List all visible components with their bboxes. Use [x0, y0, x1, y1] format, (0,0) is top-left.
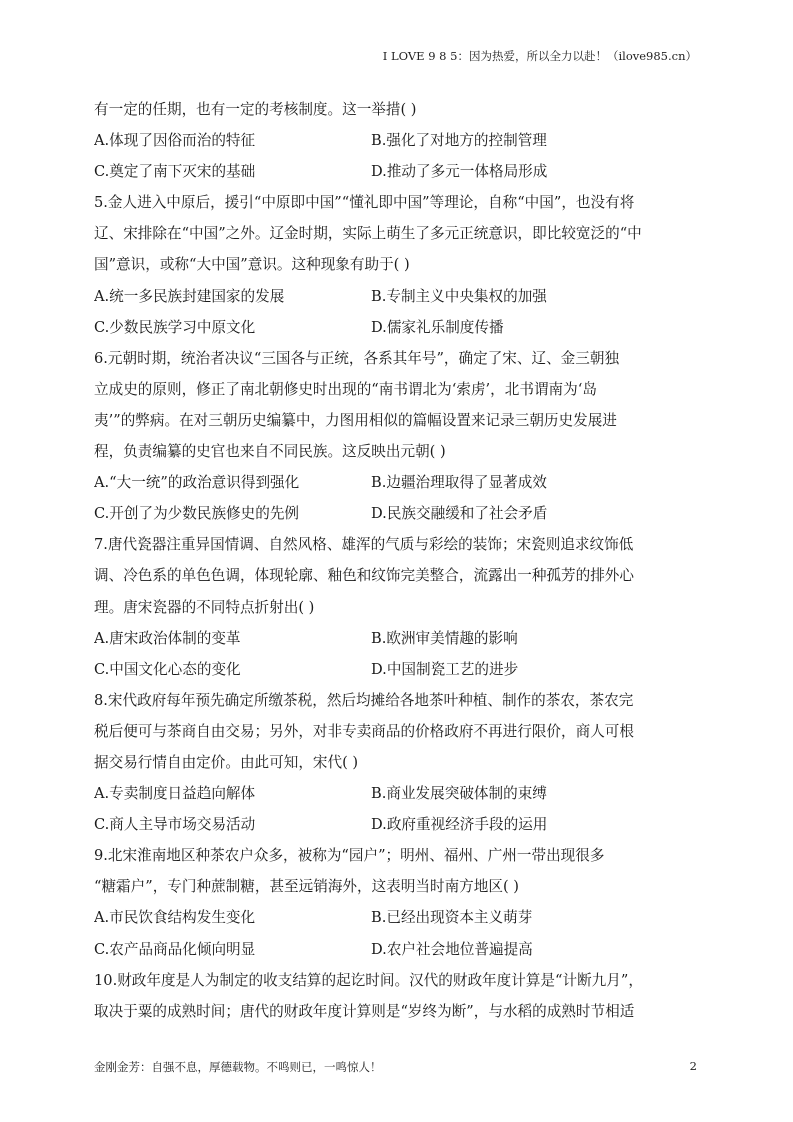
option-b: B.欧洲审美情趣的影响 — [371, 629, 518, 647]
option-b: B.专制主义中央集权的加强 — [371, 287, 547, 305]
option-d: D.儒家礼乐制度传播 — [371, 318, 504, 336]
question-text: “糖霜户”，专门种蔗制糖，甚至远销海外，这表明当时南方地区( ) — [94, 878, 519, 896]
question-text: 取决于粟的成熟时间；唐代的财政年度计算则是“岁终为断”，与水稻的成熟时节相适 — [94, 1002, 635, 1020]
option-a: A.唐宋政治体制的变革 — [94, 629, 241, 647]
option-c: C.少数民族学习中原文化 — [94, 318, 256, 336]
option-row — [94, 467, 694, 498]
option-c: C.中国文化心态的变化 — [94, 660, 241, 678]
question-text: 10.财政年度是人为制定的收支结算的起讫时间。汉代的财政年度计算是“计断九月”， — [94, 971, 643, 989]
document-body — [94, 94, 694, 1027]
option-row — [94, 281, 694, 312]
question-text: 5.金人进入中原后，援引“中原即中国”“懂礼即中国”等理论，自称“中国”，也没有将 — [94, 194, 635, 212]
option-d: D.中国制瓷工艺的进步 — [371, 660, 519, 678]
option-row — [94, 498, 694, 529]
option-row — [94, 125, 694, 156]
option-row — [94, 156, 694, 187]
question-text: 7.唐代瓷器注重异国情调、自然风格、雄浑的气质与彩绘的装饰；宋瓷则追求纹饰低 — [94, 536, 634, 554]
question-text: 9.北宋淮南地区种茶农户众多，被称为“园户”；明州、福州、广州一带出现很多 — [94, 847, 605, 865]
question-text: 国”意识，或称“大中国”意识。这种现象有助于( ) — [94, 256, 410, 274]
option-b: B.商业发展突破体制的束缚 — [371, 785, 547, 803]
option-b: B.强化了对地方的控制管理 — [371, 132, 547, 150]
question-text: 6.元朝时期，统治者决议“三国各与正统，各系其年号”，确定了宋、辽、金三朝独 — [94, 349, 620, 367]
option-c: C.奠定了南下灭宋的基础 — [94, 163, 256, 181]
question-text: 程，负责编纂的史官也来自不同民族。这反映出元朝( ) — [94, 443, 446, 461]
question-text: 立成史的原则，修正了南北朝修史时出现的“南书谓北为‘索虏’，北书谓南为‘岛 — [94, 380, 597, 398]
option-row — [94, 654, 694, 685]
option-a: A.统一多民族封建国家的发展 — [94, 287, 285, 305]
page-number: 2 — [689, 1059, 697, 1073]
option-row — [94, 778, 694, 809]
question-text: 8.宋代政府每年预先确定所缴茶税，然后均摊给各地茶叶种植、制作的茶农，茶农完 — [94, 691, 634, 709]
option-a: A.专卖制度日益趋向解体 — [94, 785, 256, 803]
option-a: A.“大一统”的政治意识得到强化 — [94, 474, 300, 492]
option-row — [94, 809, 694, 840]
option-d: D.民族交融缓和了社会矛盾 — [371, 505, 548, 523]
question-text: 夷’”的弊病。在对三朝历史编纂中，力图用相似的篇幅设置来记录三朝历史发展进 — [94, 411, 617, 429]
page-header: I LOVE 9 8 5：因为热爱，所以全力以赴！（ilove985.cn） — [382, 49, 697, 63]
option-row — [94, 312, 694, 343]
option-b: B.边疆治理取得了显著成效 — [371, 474, 547, 492]
option-c: C.商人主导市场交易活动 — [94, 816, 256, 834]
option-row — [94, 934, 694, 965]
option-a: A.体现了因俗而治的特征 — [94, 132, 256, 150]
text-line: 有一定的任期，也有一定的考核制度。这一举措( ) — [94, 101, 417, 118]
option-row — [94, 623, 694, 654]
option-c: C.开创了为少数民族修史的先例 — [94, 505, 300, 523]
question-text: 据交易行情自由定价。由此可知，宋代( ) — [94, 753, 359, 771]
option-a: A.市民饮食结构发生变化 — [94, 909, 256, 927]
option-row — [94, 902, 694, 933]
option-c: C.农产品商品化倾向明显 — [94, 940, 256, 958]
question-text: 理。唐宋瓷器的不同特点折射出( ) — [94, 598, 315, 616]
option-b: B.已经出现资本主义萌芽 — [371, 909, 533, 927]
question-text: 辽、宋排除在“中国”之外。辽金时期，实际上萌生了多元正统意识，即比较宽泛的“中 — [94, 225, 642, 243]
option-d: D.推动了多元一体格局形成 — [371, 163, 548, 181]
option-d: D.政府重视经济手段的运用 — [371, 816, 548, 834]
question-text: 调、冷色系的单色色调，体现轮廓、釉色和纹饰完美整合，流露出一种孤芳的排外心 — [94, 567, 634, 585]
option-d: D.农户社会地位普遍提高 — [371, 940, 533, 958]
question-text: 税后便可与茶商自由交易；另外，对非专卖商品的价格政府不再进行限价，商人可根 — [94, 722, 634, 740]
footer-motto: 金刚金芳：自强不息，厚德载物。不鸣则已，一鸣惊人！ — [94, 1060, 382, 1074]
